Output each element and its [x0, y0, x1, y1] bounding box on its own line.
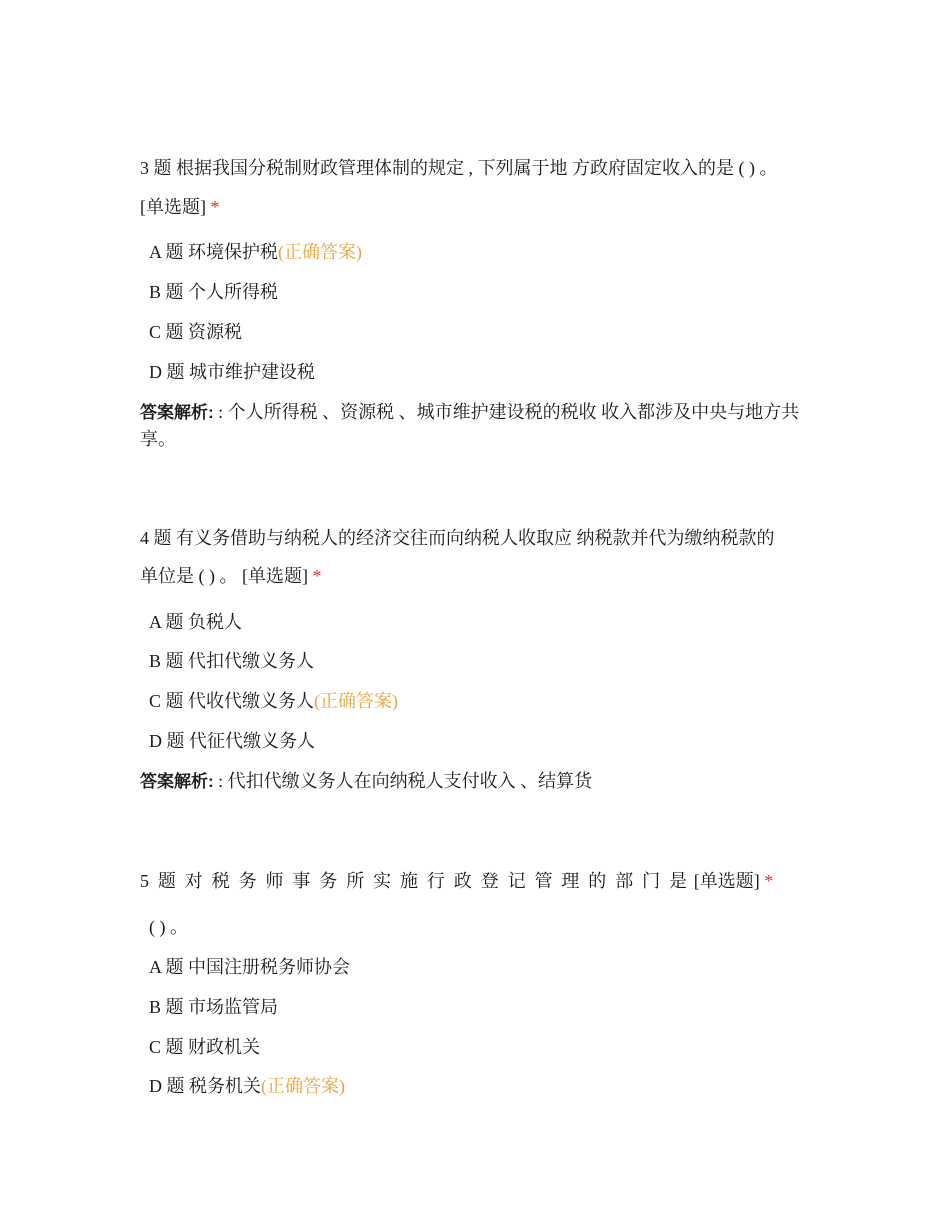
required-mark: *	[210, 197, 220, 217]
analysis-text: : 代扣代缴义务人在向纳税人支付收入 、结算货	[213, 771, 593, 791]
option-text: B 题 个人所得税	[149, 282, 279, 302]
option-text: A 题 中国注册税务师协会	[149, 957, 351, 977]
question-5-option-c	[149, 1035, 260, 1059]
correct-answer-label: (正确答案)	[314, 691, 399, 711]
question-5-stem-line2	[149, 915, 188, 939]
question-3-stem-text: 3 题 根据我国分税制财政管理体制的规定 , 下列属于地 方政府固定收入的是 ( ) 。	[140, 158, 778, 178]
question-5-stem-text: 5 题 对 税 务 师 事 务 所 实 施 行 政 登 记 管 理 的 部 门 是	[140, 871, 690, 891]
option-text: D 题 代征代缴义务人	[149, 731, 315, 751]
question-4-option-c	[149, 689, 398, 713]
option-text: C 题 财政机关	[149, 1037, 261, 1057]
question-4-analysis	[140, 768, 810, 795]
analysis-text: : 个人所得税 、资源税 、城市维护建设税的税收 收入都涉及中央与地方共享。	[140, 402, 800, 449]
question-4-stem-text: 4 题 有义务借助与纳税人的经济交往而向纳税人收取应 纳税款并代为缴纳税款的	[140, 528, 775, 548]
option-text: C 题 资源税	[149, 322, 243, 342]
question-5-stem	[140, 869, 773, 893]
question-4-stem-text-2: 单位是 ( ) 。 [单选题]	[140, 566, 308, 586]
question-4-stem-line2	[140, 564, 321, 588]
option-text: B 题 代扣代缴义务人	[149, 651, 315, 671]
question-5-stem-text-2: ( ) 。	[149, 917, 188, 937]
question-3-option-c	[149, 320, 242, 344]
question-5-type-tag: [单选题]	[693, 871, 760, 891]
option-text: A 题 环境保护税	[149, 242, 279, 262]
question-3-analysis	[140, 399, 810, 452]
question-4-option-b	[149, 649, 314, 673]
question-5-option-d	[149, 1074, 345, 1098]
required-mark: *	[312, 566, 322, 586]
question-4-option-a	[149, 610, 242, 634]
question-5-option-a	[149, 955, 350, 979]
option-text: C 题 代收代缴义务人	[149, 691, 315, 711]
correct-answer-label: (正确答案)	[278, 242, 363, 262]
question-3-type-tag: [单选题]	[140, 197, 206, 217]
question-4-stem	[140, 526, 775, 550]
question-3-stem	[140, 156, 778, 180]
required-mark: *	[764, 871, 774, 891]
correct-answer-label: (正确答案)	[261, 1076, 345, 1096]
option-text: D 题 税务机关	[149, 1076, 261, 1096]
question-3-option-b	[149, 280, 278, 304]
question-4-option-d	[149, 729, 315, 753]
question-3-option-a	[149, 240, 362, 264]
analysis-label: 答案解析:	[140, 772, 214, 791]
question-5-option-b	[149, 995, 278, 1019]
question-3-type	[140, 195, 220, 219]
option-text: B 题 市场监管局	[149, 997, 279, 1017]
option-text: D 题 城市维护建设税	[149, 362, 315, 382]
analysis-label: 答案解析:	[140, 403, 214, 422]
option-text: A 题 负税人	[149, 612, 243, 632]
question-3-option-d	[149, 360, 315, 384]
